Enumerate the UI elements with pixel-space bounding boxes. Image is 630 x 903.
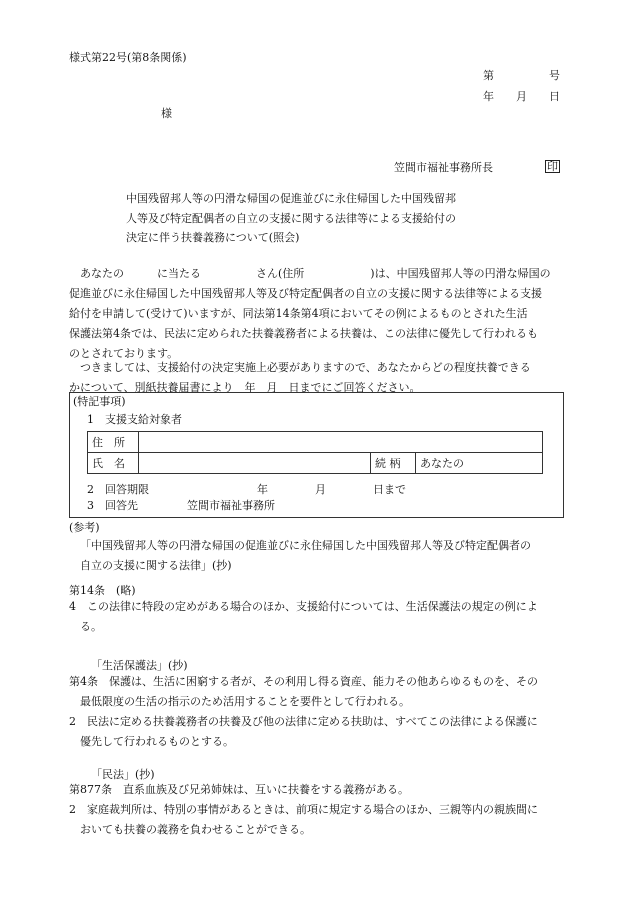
reply-to-label: 3 回答先 (87, 499, 138, 512)
body-line: あなたの に当たる さん(住所 )は、中国残留邦人等の円滑な帰国の (80, 267, 551, 280)
body-line: 促進並びに永住帰国した中国残留邦人等及び特定配偶者の自立の支援に関する法律等による支援 (69, 287, 542, 300)
law2-body (69, 672, 569, 752)
name-label: 氏 名 (88, 453, 139, 474)
special-notes-heading: (特記事項) (73, 395, 126, 408)
document-number-line: 第 号 (483, 69, 560, 82)
table-row (88, 432, 543, 453)
law3-title: 「民法」(抄) (91, 768, 155, 781)
reply-deadline-month: 月 (315, 483, 326, 496)
law1-title (80, 536, 580, 576)
law2-line: 第4条 保護は、生活に困窮する者が、その利用し得る資産、能力その他あらゆるものを、その (69, 675, 538, 688)
form-number: 様式第22号(第8条関係) (69, 51, 187, 64)
law3-line: おいても扶養の義務を負わせることができる。 (80, 823, 311, 836)
law1-title-line: 自立の支援に関する法律」(抄) (80, 559, 232, 572)
reply-deadline-year: 年 (257, 483, 268, 496)
body-line: かについて、別紙扶養届書により 年 月 日までにご回答ください。 (69, 381, 421, 394)
addressee-honorific: 様 (161, 107, 172, 120)
body-line: 保護法第4条では、民法に定められた扶養義務者による扶養は、この法律に優先して行われるも (69, 327, 538, 340)
law1-item-line: る。 (80, 620, 102, 633)
reply-deadline-until: 日まで (373, 483, 406, 496)
date-line: 年 月 日 (483, 90, 560, 103)
law3-body (69, 780, 569, 840)
law3-line: 第877条 直系血族及び兄弟姉妹は、互いに扶養をする義務がある。 (69, 783, 409, 796)
table-row (88, 453, 543, 474)
law3-line: 2 家庭裁判所は、特別の事情があるときは、前項に規定する場合のほか、三親等内の親族間に (69, 803, 538, 816)
law1-title-line: 「中国残留邦人等の円滑な帰国の促進並びに永住帰国した中国残留邦人等及び特定配偶者の (80, 539, 531, 552)
address-label: 住 所 (88, 432, 139, 453)
law2-line: 最低限度の生活の指示のため活用することを要件として行われる。 (80, 695, 410, 708)
relation-label: 続 柄 (371, 453, 416, 474)
law2-line: 2 民法に定める扶養義務者の扶養及び他の法律に定める扶助は、すべてこの法律による保護に (69, 715, 538, 728)
sender-name: 笠間市福祉事務所長 (394, 161, 493, 174)
law1-item-line: 4 この法律に特段の定めがある場合のほか、支援給付については、生活保護法の規定の例によ (69, 600, 538, 613)
reply-deadline-label: 2 回答期限 (87, 483, 149, 496)
reference-heading: (参考) (69, 521, 100, 534)
official-seal: 印 (547, 160, 558, 173)
reply-to-value: 笠間市福祉事務所 (187, 499, 275, 512)
body-line: 給付を申請して(受けて)いますが、同法第14条第4項においてその例によるものとされた生活 (69, 307, 528, 320)
title-line-2: 人等及び特定配偶者の自立の支援に関する法律等による支援給付の (126, 212, 456, 225)
relation-value: あなたの (416, 453, 543, 474)
address-value (139, 432, 543, 453)
body-paragraph-1 (69, 264, 561, 364)
law1-article: 第14条 (略) (69, 584, 136, 597)
special-item-1: 1 支援支給対象者 (87, 413, 182, 426)
law1-item (69, 597, 569, 637)
body-line: つきましては、支援給付の決定実施上必要がありますので、あなたからどの程度扶養できる (80, 361, 531, 374)
law2-line: 優先して行われるものとする。 (80, 735, 234, 748)
title-line-3: 決定に伴う扶養義務について(照会) (126, 231, 300, 244)
law2-title: 「生活保護法」(抄) (91, 659, 188, 672)
name-value (139, 453, 371, 474)
body-line: のとされております。 (69, 347, 179, 360)
recipient-info-table (87, 431, 543, 474)
title-line-1: 中国残留邦人等の円滑な帰国の促進並びに永住帰国した中国残留邦 (126, 192, 456, 205)
